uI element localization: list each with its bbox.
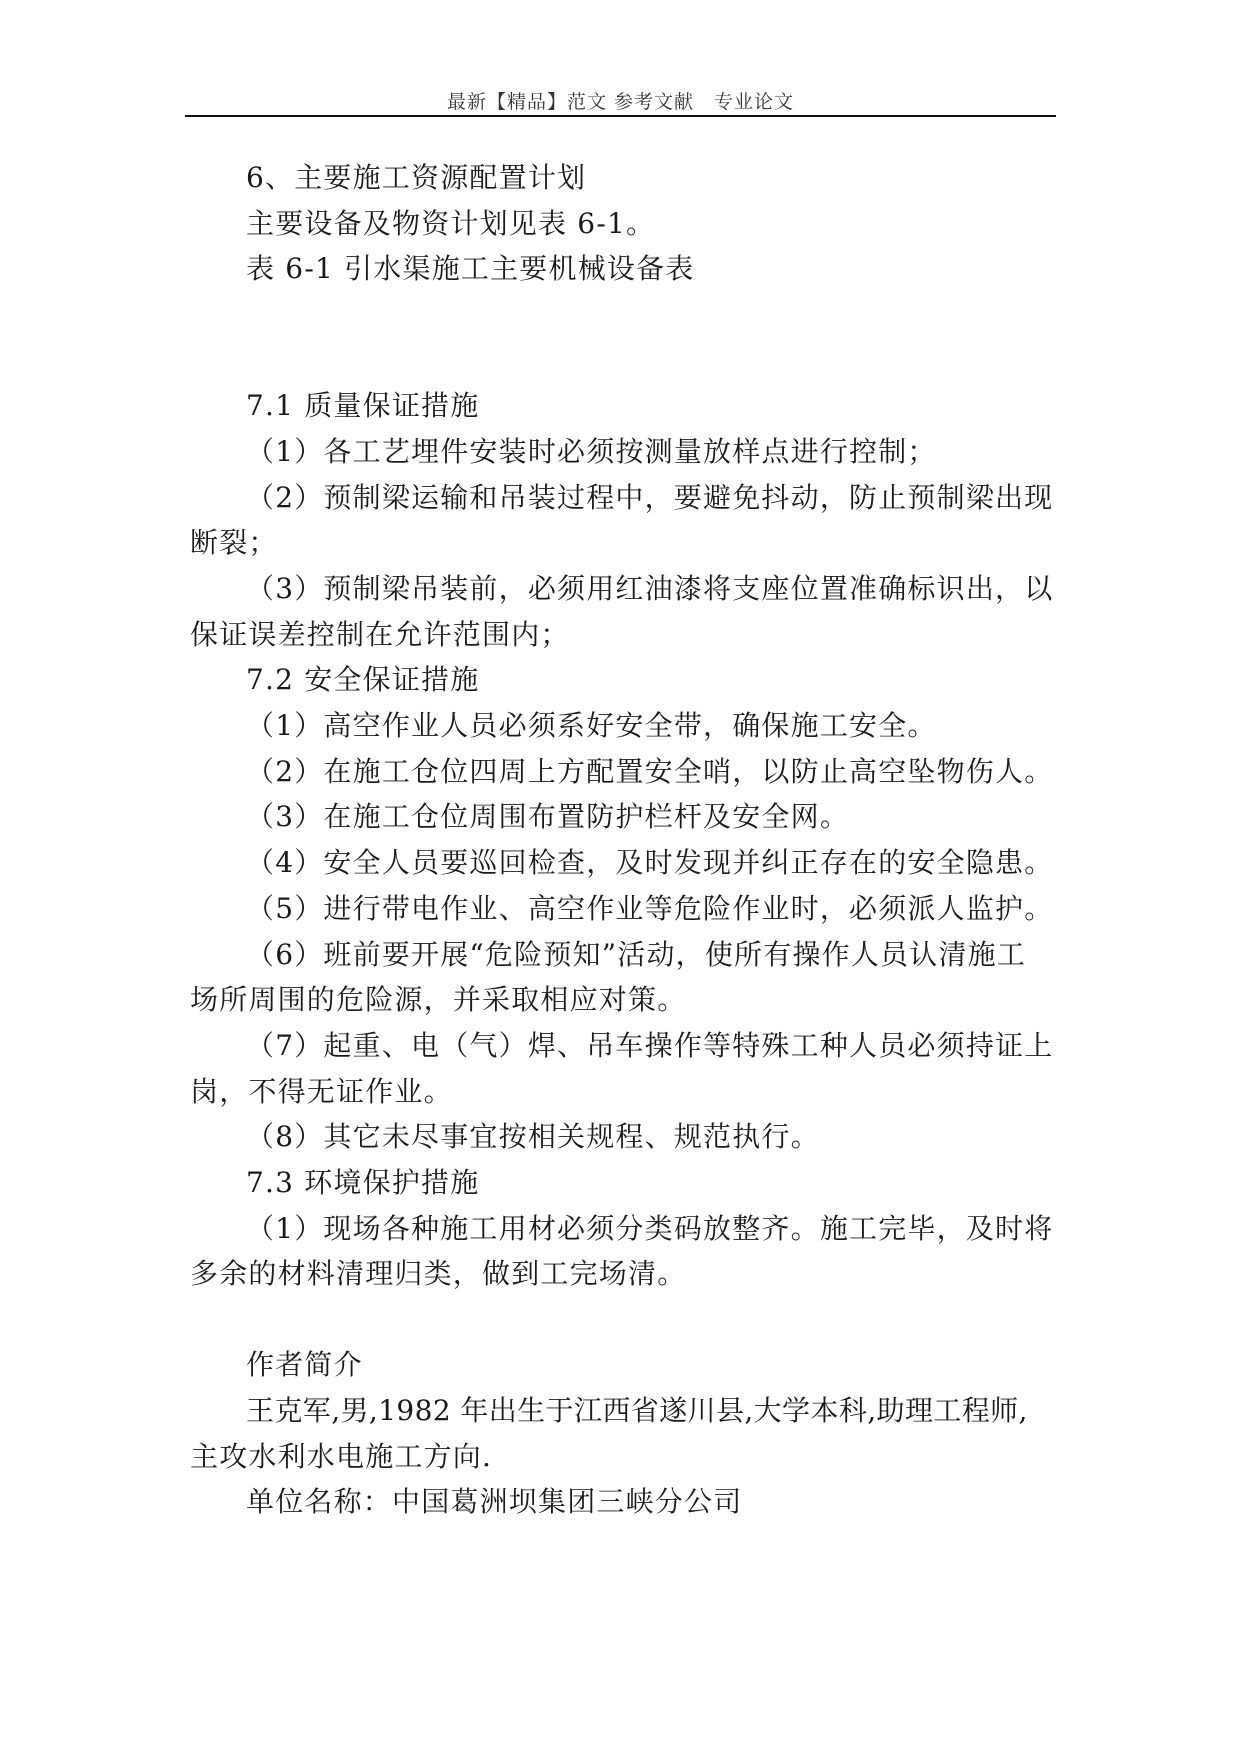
list-item: （1）各工艺埋件安装时必须按测量放样点进行控制； (246, 434, 937, 468)
list-item-continuation: 断裂； (190, 526, 278, 560)
section-7-3-heading: 7.3 环境保护措施 (246, 1166, 480, 1200)
list-item: （6）班前要开展“危险预知”活动，使所有操作人员认清施工 (246, 937, 1027, 971)
section-7-1-heading: 7.1 质量保证措施 (246, 389, 480, 423)
list-item: （1）高空作业人员必须系好安全带，确保施工安全。 (246, 709, 937, 743)
section-6-text: 主要设备及物资计划见表 6-1。 (246, 206, 656, 240)
list-item: （3）在施工仓位周围布置防护栏杆及安全网。 (246, 800, 850, 834)
list-item: （2）在施工仓位四周上方配置安全哨，以防止高空坠物伤人。 (246, 754, 1054, 788)
list-item-continuation: 岗，不得无证作业。 (190, 1074, 453, 1108)
list-item: （3）预制梁吊装前，必须用红油漆将支座位置准确标识出，以 (246, 571, 1054, 605)
list-item: （7）起重、电（气）焊、吊车操作等特殊工种人员必须持证上 (246, 1028, 1054, 1062)
list-item: （2）预制梁运输和吊装过程中，要避免抖动，防止预制梁出现 (246, 480, 1054, 514)
list-item-continuation: 保证误差控制在允许范围内； (190, 617, 570, 651)
unit-name: 单位名称：中国葛洲坝集团三峡分公司 (246, 1485, 743, 1519)
document-body (190, 155, 1060, 1525)
header-text: 最新【精品】范文 参考文献 专业论文 (446, 91, 795, 113)
author-bio-continuation: 主攻水利水电施工方向. (190, 1439, 493, 1473)
list-item: （5）进行带电作业、高空作业等危险作业时，必须派人监护。 (246, 891, 1054, 925)
list-item: （1）现场各种施工用材必须分类码放整齐。施工完毕，及时将 (246, 1211, 1054, 1245)
list-item-continuation: 多余的材料清理归类，做到工完场清。 (190, 1257, 687, 1291)
header-divider (185, 115, 1056, 117)
list-item: （4）安全人员要巡回检查，及时发现并纠正存在的安全隐患。 (246, 846, 1054, 880)
author-heading: 作者简介 (246, 1348, 363, 1382)
table-caption: 表 6-1 引水渠施工主要机械设备表 (246, 252, 695, 286)
section-7-2-heading: 7.2 安全保证措施 (246, 663, 480, 697)
list-item-continuation: 场所周围的危险源，并采取相应对策。 (190, 983, 687, 1017)
list-item: （8）其它未尽事宜按相关规程、规范执行。 (246, 1120, 820, 1154)
author-bio: 王克军,男,1982 年出生于江西省遂川县,大学本科,助理工程师, (246, 1393, 1028, 1427)
section-6-heading: 6、主要施工资源配置计划 (246, 161, 587, 194)
